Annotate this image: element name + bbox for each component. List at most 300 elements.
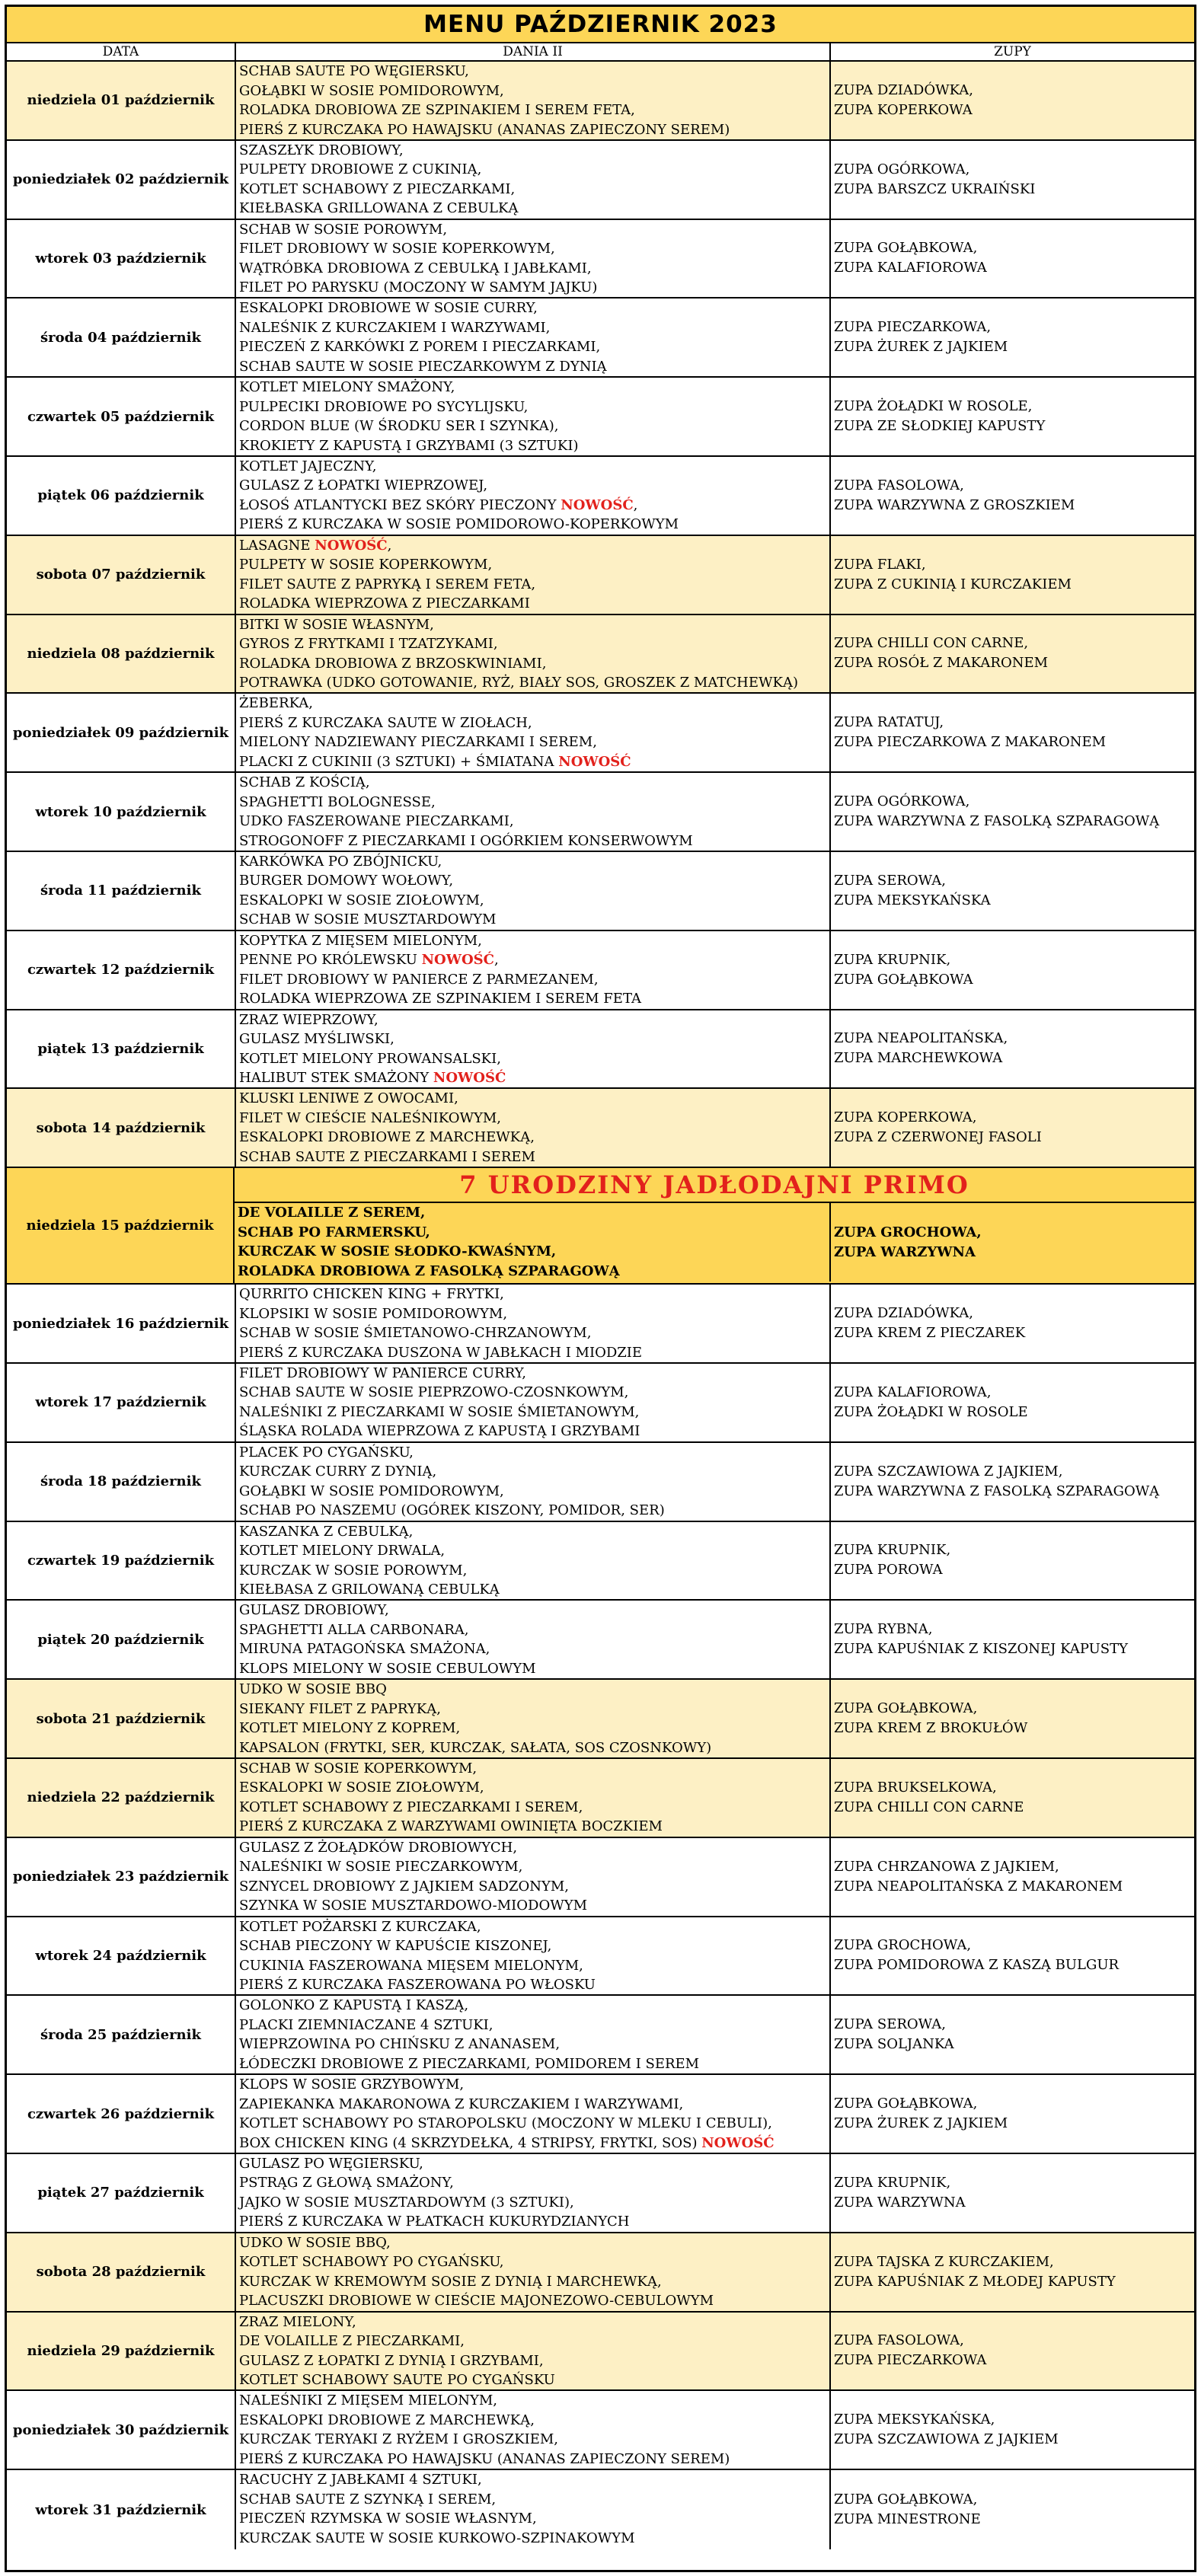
dishes-cell — [235, 1522, 829, 1600]
dish-line: ESKALOPKI DROBIOWE W SOSIE CURRY, — [239, 300, 538, 317]
dish-line: KIEŁBASKA GRILLOWANA Z CEBULKĄ — [239, 200, 519, 217]
date-cell: sobota 28 październik — [36, 2264, 206, 2281]
dish-line: GULASZ Z ŻOŁĄDKÓW DROBIOWYCH, — [239, 1839, 518, 1856]
dish-line: FILET SAUTE Z PAPRYKĄ I SEREM FETA, — [239, 576, 536, 592]
soup-line: ZUPA KOPERKOWA, — [834, 1109, 977, 1126]
soup-line: ZUPA MARCHEWKOWA — [834, 1050, 1003, 1067]
date-cell: wtorek 31 październik — [35, 2501, 206, 2518]
soup-line: ZUPA MEKSYKAŃSKA, — [834, 2412, 995, 2428]
dish-line: SCHAB W SOSIE POROWYM, — [239, 221, 448, 238]
dishes-cell — [235, 1203, 829, 1282]
day-row — [7, 1285, 1194, 1364]
dish-line: PLACKI ZIEMNIACZANE 4 SZTUKI, — [239, 2016, 493, 2033]
dish-line: KARKÓWKA PO ZBÓJNICKU, — [239, 853, 442, 870]
soup-line: ZUPA DZIADÓWKA, — [834, 81, 974, 98]
dish-line: NALEŚNIKI Z PIECZARKAMI W SOSIE ŚMIETANOWYM, — [239, 1403, 640, 1420]
date-cell: niedziela 15 październik — [7, 1168, 235, 1283]
dish-line: KURCZAK TERYAKI Z RYŻEM I GROSZKIEM, — [239, 2431, 559, 2448]
dish-line: GYROS Z FRYTKAMI I TZATZYKAMI, — [239, 636, 498, 653]
dish-line: SCHAB W SOSIE ŚMIETANOWO-CHRZANOWYM, — [239, 1325, 592, 1342]
soup-line: ZUPA DZIADÓWKA, — [834, 1305, 974, 1322]
soups-cell — [829, 1601, 1194, 1678]
new-badge: NOWOŚĆ — [701, 2134, 775, 2151]
dish-line: NALEŚNIKI Z MIĘSEM MIELONYM, — [239, 2392, 498, 2409]
soup-line: ZUPA Z CZERWONEJ FASOLI — [834, 1129, 1042, 1146]
dishes-cell — [235, 852, 829, 930]
soup-line: ZUPA WARZYWNA — [834, 2194, 966, 2211]
day-row — [7, 1680, 1194, 1759]
day-row — [7, 536, 1194, 615]
dish-line: SCHAB SAUTE W SOSIE PIEPRZOWO-CZOSNKOWYM, — [239, 1384, 629, 1401]
dish-line: SCHAB PO FARMERSKU, — [238, 1224, 430, 1240]
dishes-cell — [235, 2313, 829, 2390]
dish-line: ZAPIEKANKA MAKARONOWA Z KURCZAKIEM I WARZYWAMI, — [239, 2096, 684, 2112]
date-cell: poniedziałek 16 październik — [12, 1315, 229, 1332]
dish-line: SCHAB SAUTE Z SZYNKĄ I SEREM, — [239, 2491, 497, 2507]
dishes-cell — [235, 378, 829, 455]
dish-line: ROLADKA DROBIOWA ZE SZPINAKIEM I SEREM FETA, — [239, 102, 635, 118]
dish-line: GOLONKO Z KAPUSTĄ I KASZĄ, — [239, 1997, 469, 2014]
date-cell: poniedziałek 09 październik — [12, 724, 229, 741]
date-cell: sobota 21 październik — [36, 1710, 206, 1727]
soup-line: ZUPA CHILLI CON CARNE — [834, 1799, 1024, 1815]
dish-line: KLOPS W SOSIE GRZYBOWYM, — [239, 2076, 465, 2093]
dishes-cell — [235, 615, 829, 693]
day-row — [7, 2470, 1194, 2549]
dishes-cell — [235, 931, 829, 1009]
soup-line: ZUPA NEAPOLITAŃSKA, — [834, 1030, 1008, 1047]
date-cell: piątek 20 październik — [37, 1631, 204, 1648]
soups-cell — [829, 1522, 1194, 1600]
soups-cell — [829, 1838, 1194, 1916]
dish-line: ŻEBERKA, — [239, 695, 314, 712]
dish-line: UDKO W SOSIE BBQ, — [239, 2234, 391, 2251]
soup-line: ZUPA OGÓRKOWA, — [834, 161, 970, 177]
dish-line: ESKALOPKI W SOSIE ZIOŁOWYM, — [239, 1780, 484, 1796]
day-row — [7, 1759, 1194, 1838]
dishes-cell — [235, 2233, 829, 2311]
dishes-cell — [235, 2154, 829, 2232]
soup-line: ZUPA ROSÓŁ Z MAKARONEM — [834, 655, 1049, 672]
soups-cell — [829, 1996, 1194, 2073]
date-cell: sobota 07 październik — [36, 567, 206, 583]
dishes-cell — [235, 2075, 829, 2153]
soup-line: ZUPA FASOLOWA, — [834, 2332, 964, 2349]
dish-line: POTRAWKA (UDKO GOTOWANIE, RYŻ, BIAŁY SOS, GROSZEK Z MATCHEWKĄ) — [239, 675, 798, 691]
dish-line: KOTLET MIELONY DRWALA, — [239, 1543, 446, 1559]
dishes-cell — [235, 2470, 829, 2549]
soups-cell — [829, 615, 1194, 693]
dish-line: SIEKANY FILET Z PAPRYKĄ, — [239, 1700, 441, 1717]
soups-cell — [829, 1285, 1194, 1362]
soup-line: ZUPA SZCZAWIOWA Z JAJKIEM — [834, 2431, 1059, 2448]
soups-cell — [829, 536, 1194, 614]
soups-cell — [829, 62, 1194, 139]
dish-line: FILET DROBIOWY W PANIERCE Z PARMEZANEM, — [239, 971, 599, 988]
soups-cell — [829, 2154, 1194, 2232]
dish-line: SCHAB PO NASZEMU (OGÓREK KISZONY, POMIDOR, SER) — [239, 1502, 665, 1519]
dish-line: KOTLET SCHABOWY Z PIECZARKAMI I SEREM, — [239, 1799, 583, 1815]
dishes-cell — [235, 1601, 829, 1678]
dish-line: PIERŚ Z KURCZAKA DUSZONA W JABŁKACH I MIODZIE — [239, 1344, 643, 1361]
date-cell: poniedziałek 23 październik — [12, 1869, 229, 1885]
dish-line: PIERŚ Z KURCZAKA SAUTE W ZIOŁACH, — [239, 714, 532, 731]
dish-line: SCHAB Z KOŚCIĄ, — [239, 774, 370, 791]
dish-line: SZNYCEL DROBIOWY Z JAJKIEM SADZONYM, — [239, 1878, 570, 1894]
dish-line: JAJKO W SOSIE MUSZTARDOWYM (3 SZTUKI), — [239, 2194, 574, 2211]
soup-line: ZUPA POMIDOROWA Z KASZĄ BULGUR — [834, 1957, 1120, 1974]
soups-cell — [829, 457, 1194, 535]
dish-line: ŁOSOŚ ATLANTYCKI BEZ SKÓRY PIECZONY NOWOŚĆ, — [239, 496, 638, 513]
soup-line: ZUPA GROCHOWA, — [834, 1937, 972, 1954]
dishes-cell — [235, 773, 829, 851]
date-cell: poniedziałek 30 październik — [12, 2421, 229, 2438]
date-cell: wtorek 03 październik — [35, 250, 206, 267]
dish-line: PENNE PO KRÓLEWSKU NOWOŚĆ, — [239, 952, 499, 969]
soup-line: ZUPA NEAPOLITAŃSKA Z MAKARONEM — [834, 1878, 1123, 1894]
dish-line: NALEŚNIKI W SOSIE PIECZARKOWYM, — [239, 1859, 523, 1875]
soup-line: ZUPA TAJSKA Z KURCZAKIEM, — [834, 2253, 1054, 2270]
dish-line: ZRAZ WIEPRZOWY, — [239, 1011, 379, 1028]
soup-line: ZUPA KRUPNIK, — [834, 2174, 951, 2191]
new-badge: NOWOŚĆ — [558, 753, 631, 770]
dishes-cell — [235, 1917, 829, 1995]
dishes-cell — [235, 1680, 829, 1757]
soup-line: ZUPA KREM Z BROKUŁÓW — [834, 1720, 1028, 1737]
special-body — [235, 1203, 1194, 1282]
dish-line: ZRAZ MIELONY, — [239, 2313, 356, 2330]
soups-cell — [829, 2075, 1194, 2153]
dish-line: GULASZ Z ŁOPATKI WIEPRZOWEJ, — [239, 477, 488, 494]
soups-cell — [829, 1759, 1194, 1837]
soup-line: ZUPA FLAKI, — [834, 556, 926, 573]
dish-line: PIERŚ Z KURCZAKA PO HAWAJSKU (ANANAS ZAPIECZONY SEREM) — [239, 2450, 730, 2467]
dish-line: ESKALOPKI DROBIOWE Z MARCHEWKĄ, — [239, 2412, 535, 2428]
dish-line: GULASZ Z ŁOPATKI Z DYNIĄ I GRZYBAMI, — [239, 2352, 544, 2369]
soup-line: ZUPA KOPERKOWA — [834, 101, 973, 118]
dishes-cell — [235, 298, 829, 376]
dish-line: PLACEK PO CYGAŃSKU, — [239, 1444, 414, 1460]
soup-line: ZUPA GOŁĄBKOWA — [834, 971, 973, 988]
soups-cell — [829, 1443, 1194, 1521]
dishes-cell — [235, 1996, 829, 2073]
date-cell: środa 04 październik — [40, 329, 201, 346]
day-row — [7, 694, 1194, 773]
new-badge: NOWOŚĆ — [315, 537, 388, 554]
soup-line: ZUPA PIECZARKOWA — [834, 2352, 987, 2369]
soup-line: ZUPA SEROWA, — [834, 872, 946, 889]
new-badge: NOWOŚĆ — [421, 952, 494, 969]
header-soups: ZUPY — [829, 43, 1194, 60]
soups-cell — [829, 2470, 1194, 2549]
soup-line: ZUPA ŻOŁĄDKI W ROSOLE — [834, 1403, 1028, 1420]
dishes-cell — [235, 1759, 829, 1837]
day-row — [7, 1010, 1194, 1090]
dish-line: MIELONY NADZIEWANY PIECZARKAMI I SEREM, — [239, 734, 597, 751]
day-row — [7, 2233, 1194, 2313]
day-row — [7, 1917, 1194, 1997]
dish-line: SCHAB PIECZONY W KAPUŚCIE KISZONEJ, — [239, 1938, 552, 1955]
day-row — [7, 2313, 1194, 2392]
dish-line: WIEPRZOWINA PO CHIŃSKU Z ANANASEM, — [239, 2036, 561, 2053]
dish-line: MIRUNA PATAGOŃSKA SMAŻONA, — [239, 1641, 490, 1658]
dish-line: FILET PO PARYSKU (MOCZONY W SAMYM JAJKU) — [239, 279, 598, 296]
soups-cell — [829, 852, 1194, 930]
dish-line: SCHAB SAUTE PO WĘGIERSKU, — [239, 63, 469, 79]
dish-line: KLOPSIKI W SOSIE POMIDOROWYM, — [239, 1305, 508, 1322]
dish-line: ŚLĄSKA ROLADA WIEPRZOWA Z KAPUSTĄ I GRZYBAMI — [239, 1423, 640, 1440]
date-cell: czwartek 12 październik — [27, 962, 215, 978]
menu-title: MENU PAŹDZIERNIK 2023 — [7, 7, 1194, 43]
day-row — [7, 141, 1194, 220]
soup-line: ZUPA BRUKSELKOWA, — [834, 1779, 997, 1796]
soups-cell — [829, 2391, 1194, 2469]
soups-cell — [829, 1364, 1194, 1441]
dish-line: KURCZAK CURRY Z DYNIĄ, — [239, 1464, 437, 1480]
dish-line: KASZANKA Z CEBULKĄ, — [239, 1523, 414, 1540]
dish-line: ROLADKA DROBIOWA Z BRZOSKWINIAMI, — [239, 655, 547, 672]
dishes-cell — [235, 1285, 829, 1362]
soup-line: ZUPA GOŁĄBKOWA, — [834, 2096, 978, 2112]
dish-line: FILET DROBIOWY W SOSIE KOPERKOWYM, — [239, 241, 555, 257]
day-row — [7, 1838, 1194, 1917]
dish-line: FILET DROBIOWY W PANIERCE CURRY, — [239, 1365, 527, 1381]
dish-line: KURCZAK SAUTE W SOSIE KURKOWO-SZPINAKOWYM — [239, 2530, 635, 2546]
dish-line: KOTLET MIELONY SMAŻONY, — [239, 379, 455, 396]
dishes-cell — [235, 1364, 829, 1441]
soups-cell — [829, 220, 1194, 298]
special-content — [235, 1168, 1194, 1283]
header-dishes: DANIA II — [235, 43, 829, 60]
dish-line: RACUCHY Z JABŁKAMI 4 SZTUKI, — [239, 2472, 482, 2488]
dish-line: PIERŚ Z KURCZAKA FASZEROWANA PO WŁOSKU — [239, 1977, 596, 1993]
dish-line: ROLADKA WIEPRZOWA ZE SZPINAKIEM I SEREM FETA — [239, 991, 641, 1007]
soup-line: ZUPA RATATUJ, — [834, 714, 944, 731]
soup-line: ZUPA GOŁĄBKOWA, — [834, 1700, 978, 1717]
dishes-cell — [235, 1089, 829, 1167]
dish-line: KURCZAK W SOSIE POROWYM, — [239, 1562, 468, 1578]
soups-cell — [829, 1917, 1194, 1995]
dish-line: PLACKI Z CUKINII (3 SZTUKI) + ŚMIATANA NOWOŚĆ — [239, 753, 631, 770]
dish-line: KLOPS MIELONY W SOSIE CEBULOWYM — [239, 1660, 536, 1677]
new-badge: NOWOŚĆ — [561, 496, 634, 513]
dish-line: GULASZ DROBIOWY, — [239, 1602, 389, 1619]
dish-line: CORDON BLUE (W ŚRODKU SER I SZYNKA), — [239, 418, 559, 435]
dish-line: KOTLET SCHABOWY PO STAROPOLSKU (MOCZONY W MLEKU I CEBULI), — [239, 2115, 772, 2132]
dish-line: QURRITO CHICKEN KING + FRYTKI, — [239, 1286, 504, 1303]
date-cell: niedziela 08 październik — [27, 645, 215, 662]
menu-table — [5, 5, 1196, 2572]
dish-line: GOŁĄBKI W SOSIE POMIDOROWYM, — [239, 1483, 504, 1499]
date-cell: środa 25 październik — [40, 2026, 201, 2043]
dish-line: KOTLET POŻARSKI Z KURCZAKA, — [239, 1918, 481, 1935]
dish-line: PIERŚ Z KURCZAKA W SOSIE POMIDOROWO-KOPERKOWYM — [239, 516, 679, 533]
dish-line: NALEŚNIK Z KURCZAKIEM I WARZYWAMI, — [239, 319, 551, 336]
dish-line: ROLADKA DROBIOWA Z FASOLKĄ SZPARAGOWĄ — [238, 1262, 620, 1279]
date-cell: poniedziałek 02 październik — [12, 171, 229, 188]
dish-line: KOTLET SCHABOWY PO CYGAŃSKU, — [239, 2254, 504, 2271]
soup-line: ZUPA MINESTRONE — [834, 2511, 981, 2527]
dish-line: DE VOLAILLE Z PIECZARKAMI, — [239, 2333, 465, 2350]
dish-line: CUKINIA FASZEROWANA MIĘSEM MIELONYM, — [239, 1957, 583, 1974]
soup-line: ZUPA ŻUREK Z JAJKIEM — [834, 339, 1008, 356]
day-row — [7, 457, 1194, 536]
day-row — [7, 378, 1194, 457]
date-cell: wtorek 10 październik — [35, 803, 206, 820]
day-row — [7, 615, 1194, 694]
dish-line: SCHAB W SOSIE MUSZTARDOWYM — [239, 911, 497, 928]
dish-line: KOPYTKA Z MIĘSEM MIELONYM, — [239, 932, 482, 949]
dish-line: ESKALOPKI DROBIOWE Z MARCHEWKĄ, — [239, 1129, 535, 1146]
dish-line: GULASZ PO WĘGIERSKU, — [239, 2155, 423, 2172]
dish-line: KOTLET MIELONY Z KOPREM, — [239, 1720, 461, 1737]
soups-cell — [829, 773, 1194, 851]
dish-line: KIEŁBASA Z GRILOWANĄ CEBULKĄ — [239, 1582, 500, 1598]
day-row — [7, 1601, 1194, 1680]
dish-line: PLACUSZKI DROBIOWE W CIEŚCIE MAJONEZOWO-CEBULOWYM — [239, 2293, 714, 2309]
soup-line: ZUPA WARZYWNA Z FASOLKĄ SZPARAGOWĄ — [834, 1483, 1160, 1499]
day-row — [7, 1364, 1194, 1443]
dish-line: GOŁĄBKI W SOSIE POMIDOROWYM, — [239, 82, 504, 99]
dish-line: KOTLET JAJECZNY, — [239, 458, 377, 474]
dishes-cell — [235, 2391, 829, 2469]
day-row — [7, 298, 1194, 378]
dish-line: LASAGNE NOWOŚĆ, — [239, 537, 392, 554]
dish-line: GULASZ MYŚLIWSKI, — [239, 1031, 394, 1048]
date-cell: czwartek 26 październik — [27, 2105, 215, 2122]
soup-line: ZUPA ŻOŁĄDKI W ROSOLE, — [834, 398, 1033, 415]
dish-line: KOTLET MIELONY PROWANSALSKI, — [239, 1050, 501, 1067]
dish-line: PIECZEŃ RZYMSKA W SOSIE WŁASNYM, — [239, 2511, 537, 2527]
soup-line: ZUPA KAPUŚNIAK Z KISZONEJ KAPUSTY — [834, 1641, 1129, 1658]
soup-line: ZUPA BARSZCZ UKRAIŃSKI — [834, 180, 1036, 197]
date-cell: piątek 27 październik — [37, 2185, 204, 2201]
dish-line: SCHAB SAUTE Z PIECZARKAMI I SEREM — [239, 1148, 535, 1165]
soup-line: ZUPA GROCHOWA, — [834, 1224, 982, 1240]
dishes-cell — [235, 694, 829, 771]
dish-line: UDKO W SOSIE BBQ — [239, 1681, 387, 1698]
soup-line: ZUPA KRUPNIK, — [834, 951, 951, 968]
soup-line: ZUPA WARZYWNA — [834, 1243, 976, 1260]
dish-line: PIERŚ Z KURCZAKA Z WARZYWAMI OWINIĘTA BOCZKIEM — [239, 1818, 663, 1835]
dishes-cell — [235, 457, 829, 535]
date-cell: środa 11 październik — [40, 883, 201, 899]
soup-line: ZUPA ZE SŁODKIEJ KAPUSTY — [834, 418, 1046, 435]
day-row — [7, 852, 1194, 931]
soup-line: ZUPA CHILLI CON CARNE, — [834, 635, 1029, 652]
day-row — [7, 1522, 1194, 1601]
soup-line: ZUPA FASOLOWA, — [834, 477, 964, 493]
soup-line: ZUPA KAPUŚNIAK Z MŁODEJ KAPUSTY — [834, 2273, 1116, 2290]
dish-line: UDKO FASZEROWANE PIECZARKAMI, — [239, 813, 514, 830]
date-cell: sobota 14 październik — [36, 1119, 206, 1136]
dish-line: HALIBUT STEK SMAŻONY NOWOŚĆ — [239, 1070, 506, 1087]
soup-line: ZUPA Z CUKINIĄ I KURCZAKIEM — [834, 576, 1072, 592]
header-date: DATA — [102, 44, 139, 59]
soup-line: ZUPA KREM Z PIECZAREK — [834, 1325, 1026, 1342]
date-cell: niedziela 29 październik — [27, 2342, 215, 2359]
dish-line: ESKALOPKI W SOSIE ZIOŁOWYM, — [239, 892, 484, 908]
menu-rows — [7, 62, 1194, 2549]
dish-line: KOTLET SCHABOWY SAUTE PO CYGAŃSKU — [239, 2372, 555, 2389]
soup-line: ZUPA GOŁĄBKOWA, — [834, 240, 978, 257]
day-row — [7, 2391, 1194, 2470]
dish-line: DE VOLAILLE Z SEREM, — [238, 1205, 426, 1221]
soups-cell — [829, 931, 1194, 1009]
soup-line: ZUPA KALAFIOROWA, — [834, 1384, 992, 1400]
day-row — [7, 931, 1194, 1010]
soups-cell — [829, 1010, 1194, 1088]
day-row — [7, 62, 1194, 141]
dish-line: KAPSALON (FRYTKI, SER, KURCZAK, SAŁATA, SOS CZOSNKOWY) — [239, 1739, 712, 1756]
soup-line: ZUPA SZCZAWIOWA Z JAJKIEM, — [834, 1463, 1063, 1480]
day-row — [7, 220, 1194, 299]
dish-line: SCHAB SAUTE W SOSIE PIECZARKOWYM Z DYNIĄ — [239, 358, 607, 375]
dish-line: STROGONOFF Z PIECZARKAMI I OGÓRKIEM KONSERWOWYM — [239, 832, 693, 849]
date-cell: niedziela 22 październik — [27, 1789, 215, 1806]
dish-line: FILET W CIEŚCIE NALEŚNIKOWYM, — [239, 1109, 502, 1126]
special-day-row — [7, 1168, 1194, 1285]
soups-cell — [829, 1680, 1194, 1757]
soup-line: ZUPA OGÓRKOWA, — [834, 793, 970, 810]
soup-line: ZUPA RYBNA, — [834, 1621, 933, 1638]
soup-line: ZUPA POROWA — [834, 1562, 943, 1578]
dish-line: KLUSKI LENIWE Z OWOCAMI, — [239, 1090, 458, 1107]
soups-cell — [829, 2313, 1194, 2390]
dish-line: PIECZEŃ Z KARKÓWKI Z POREM I PIECZARKAMI, — [239, 339, 601, 356]
soups-cell — [829, 2233, 1194, 2311]
soups-cell — [829, 378, 1194, 455]
dishes-cell — [235, 1838, 829, 1916]
dish-line: PSTRĄG Z GŁOWĄ SMAŻONY, — [239, 2175, 454, 2191]
dish-line: PULPECIKI DROBIOWE PO SYCYLIJSKU, — [239, 398, 529, 415]
soups-cell — [829, 694, 1194, 771]
date-cell: czwartek 19 październik — [27, 1552, 215, 1569]
dish-line: KURCZAK W SOSIE SŁODKO-KWAŚNYM, — [238, 1243, 557, 1260]
soup-line: ZUPA SEROWA, — [834, 2016, 946, 2033]
date-cell: piątek 13 październik — [37, 1040, 204, 1057]
soup-line: ZUPA ŻUREK Z JAJKIEM — [834, 2115, 1008, 2132]
dishes-cell — [235, 536, 829, 614]
day-row — [7, 1996, 1194, 2075]
day-row — [7, 2154, 1194, 2233]
soup-line: ZUPA SOLJANKA — [834, 2036, 954, 2053]
soup-line: ZUPA WARZYWNA Z GROSZKIEM — [834, 496, 1075, 513]
dish-line: BOX CHICKEN KING (4 SKRZYDEŁKA, 4 STRIPSY, FRYTKI, SOS) NOWOŚĆ — [239, 2134, 775, 2151]
soup-line: ZUPA MEKSYKAŃSKA — [834, 892, 991, 908]
day-row — [7, 2075, 1194, 2154]
soup-line: ZUPA PIECZARKOWA Z MAKARONEM — [834, 734, 1107, 751]
dish-line: BITKI W SOSIE WŁASNYM, — [239, 616, 434, 633]
date-cell: wtorek 24 październik — [35, 1947, 206, 1964]
dish-line: SPAGHETTI ALLA CARBONARA, — [239, 1621, 469, 1638]
soups-cell — [829, 1203, 1194, 1282]
dish-line: PULPETY W SOSIE KOPERKOWYM, — [239, 557, 493, 573]
soup-line: ZUPA WARZYWNA Z FASOLKĄ SZPARAGOWĄ — [834, 813, 1160, 830]
dish-line: KURCZAK W KREMOWYM SOSIE Z DYNIĄ I MARCHEWKĄ, — [239, 2273, 662, 2290]
dish-line: PULPETY DROBIOWE Z CUKINIĄ, — [239, 161, 482, 178]
soup-line: ZUPA GOŁĄBKOWA, — [834, 2491, 978, 2507]
day-row — [7, 1443, 1194, 1522]
dishes-cell — [235, 141, 829, 219]
soups-cell — [829, 1089, 1194, 1167]
dish-line: ŁÓDECZKI DROBIOWE Z PIECZARKAMI, POMIDOREM I SEREM — [239, 2055, 700, 2072]
dish-line: KOTLET SCHABOWY Z PIECZARKAMI, — [239, 180, 516, 197]
dish-line: WĄTRÓBKA DROBIOWA Z CEBULKĄ I JABŁKAMI, — [239, 260, 592, 276]
dishes-cell — [235, 62, 829, 139]
dish-line: SZYNKA W SOSIE MUSZTARDOWO-MIODOWYM — [239, 1898, 588, 1914]
dish-line: BURGER DOMOWY WOŁOWY, — [239, 873, 454, 889]
